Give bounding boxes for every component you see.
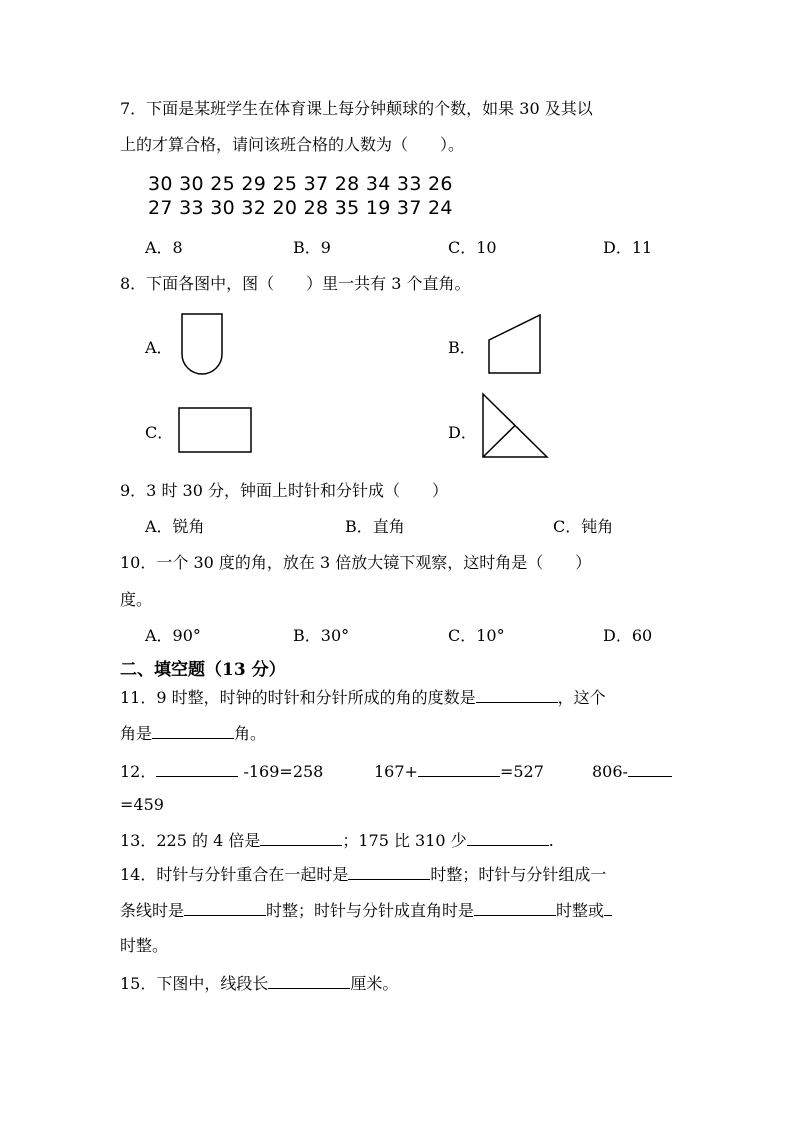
- q8-figure-b-quadrilateral[interactable]: [486, 312, 544, 376]
- q7-line1: 7．下面是某班学生在体育课上每分钟颠球的个数，如果 30 及其以: [120, 99, 593, 118]
- q12-text-c1: 806-: [592, 762, 628, 781]
- q11-text-2: ，这个: [557, 688, 606, 707]
- q12-blank-a[interactable]: [156, 761, 238, 777]
- q14-line2: [120, 900, 612, 921]
- q11-blank-degrees[interactable]: [476, 687, 558, 703]
- q12-blank-b[interactable]: [418, 761, 500, 777]
- q14-text-2: 时整；时针与分针组成一: [430, 865, 607, 884]
- q15-line: [120, 973, 398, 994]
- q12-text-b1: 167+: [374, 762, 418, 781]
- q11-text-1: 11．9 时整，时钟的时针和分针所成的角的度数是: [120, 688, 476, 707]
- q14-blank-overlap[interactable]: [348, 864, 430, 880]
- q8-figure-a-arch-shape[interactable]: [178, 312, 228, 376]
- section-title-fill-in: 二、填空题（13 分）: [120, 660, 286, 680]
- q11-text-4: 角。: [234, 724, 267, 743]
- q8-figure-c-rectangle[interactable]: [177, 406, 253, 454]
- q12-number: 12．: [120, 762, 157, 781]
- q12-line2: =459: [120, 795, 164, 814]
- q7-option-b[interactable]: B．9: [293, 238, 331, 257]
- q13-text-3: .: [548, 831, 554, 850]
- q14-text-1: 14．时针与分针重合在一起时是: [120, 865, 349, 884]
- q11-blank-angle-type[interactable]: [152, 723, 234, 739]
- q7-data-row-2: 27 33 30 32 20 28 35 19 37 24: [148, 197, 453, 219]
- q13-text-1: 13．225 的 4 倍是: [120, 831, 261, 850]
- q12-text-b2: =527: [499, 762, 544, 781]
- q14-blank-right-angle-1[interactable]: [474, 900, 556, 916]
- q10-option-a[interactable]: A．90°: [145, 626, 201, 645]
- q8-label-a: A．: [145, 338, 173, 357]
- q14-text-4: 时整；时针与分针成直角时是: [266, 901, 475, 920]
- q7-data-row-1: 30 30 25 29 25 37 28 34 33 26: [148, 173, 453, 195]
- q14-text-5: 时整或: [556, 901, 605, 920]
- q12-part-a: [120, 761, 323, 782]
- q14-text-3: 条线时是: [120, 901, 185, 920]
- q12-text-a: -169=258: [238, 762, 324, 781]
- q13-blank-1[interactable]: [260, 830, 342, 846]
- q8-label-d: D．: [448, 423, 477, 442]
- q7-option-a[interactable]: A．8: [145, 238, 183, 257]
- q14-blank-straight[interactable]: [184, 900, 266, 916]
- q11-line2: [120, 723, 266, 744]
- q14-line1: [120, 864, 606, 885]
- q9-option-a[interactable]: A．锐角: [145, 517, 205, 536]
- q8-figure-d-divided-triangle[interactable]: [480, 392, 550, 460]
- q7-option-c[interactable]: C．10: [448, 238, 497, 257]
- q7-option-d[interactable]: D．11: [603, 238, 653, 257]
- q14-blank-right-angle-2[interactable]: [604, 900, 612, 916]
- q8-label-b: B．: [448, 338, 476, 357]
- q10-line1: 10．一个 30 度的角，放在 3 倍放大镜下观察，这时角是（ ）: [120, 553, 592, 572]
- q15-blank-length[interactable]: [268, 973, 350, 989]
- q10-line2: 度。: [120, 590, 153, 609]
- q14-line3: 时整。: [120, 936, 169, 955]
- q10-option-b[interactable]: B．30°: [293, 626, 350, 645]
- q11-text-3: 角是: [120, 724, 153, 743]
- q11-line1: [120, 687, 606, 708]
- q9-option-c[interactable]: C．钝角: [553, 517, 614, 536]
- q13-blank-2[interactable]: [467, 830, 549, 846]
- q15-text-2: 厘米。: [350, 974, 399, 993]
- q9-question: 9．3 时 30 分，钟面上时针和分针成（ ）: [120, 481, 448, 500]
- q8-label-c: C．: [145, 423, 174, 442]
- q13-line: [120, 830, 554, 851]
- q9-option-b[interactable]: B．直角: [345, 517, 405, 536]
- q12-blank-c[interactable]: [628, 761, 672, 777]
- q15-text-1: 15．下图中，线段长: [120, 974, 269, 993]
- q13-text-2: ；175 比 310 少: [342, 831, 467, 850]
- q7-line2: 上的才算合格，请问该班合格的人数为（ ）。: [120, 135, 465, 154]
- q8-question: 8．下面各图中，图（ ）里一共有 3 个直角。: [120, 274, 471, 293]
- q12-part-b: [374, 761, 544, 782]
- q10-option-d[interactable]: D．60: [603, 626, 653, 645]
- q12-part-c: [592, 761, 672, 782]
- q10-option-c[interactable]: C．10°: [448, 626, 505, 645]
